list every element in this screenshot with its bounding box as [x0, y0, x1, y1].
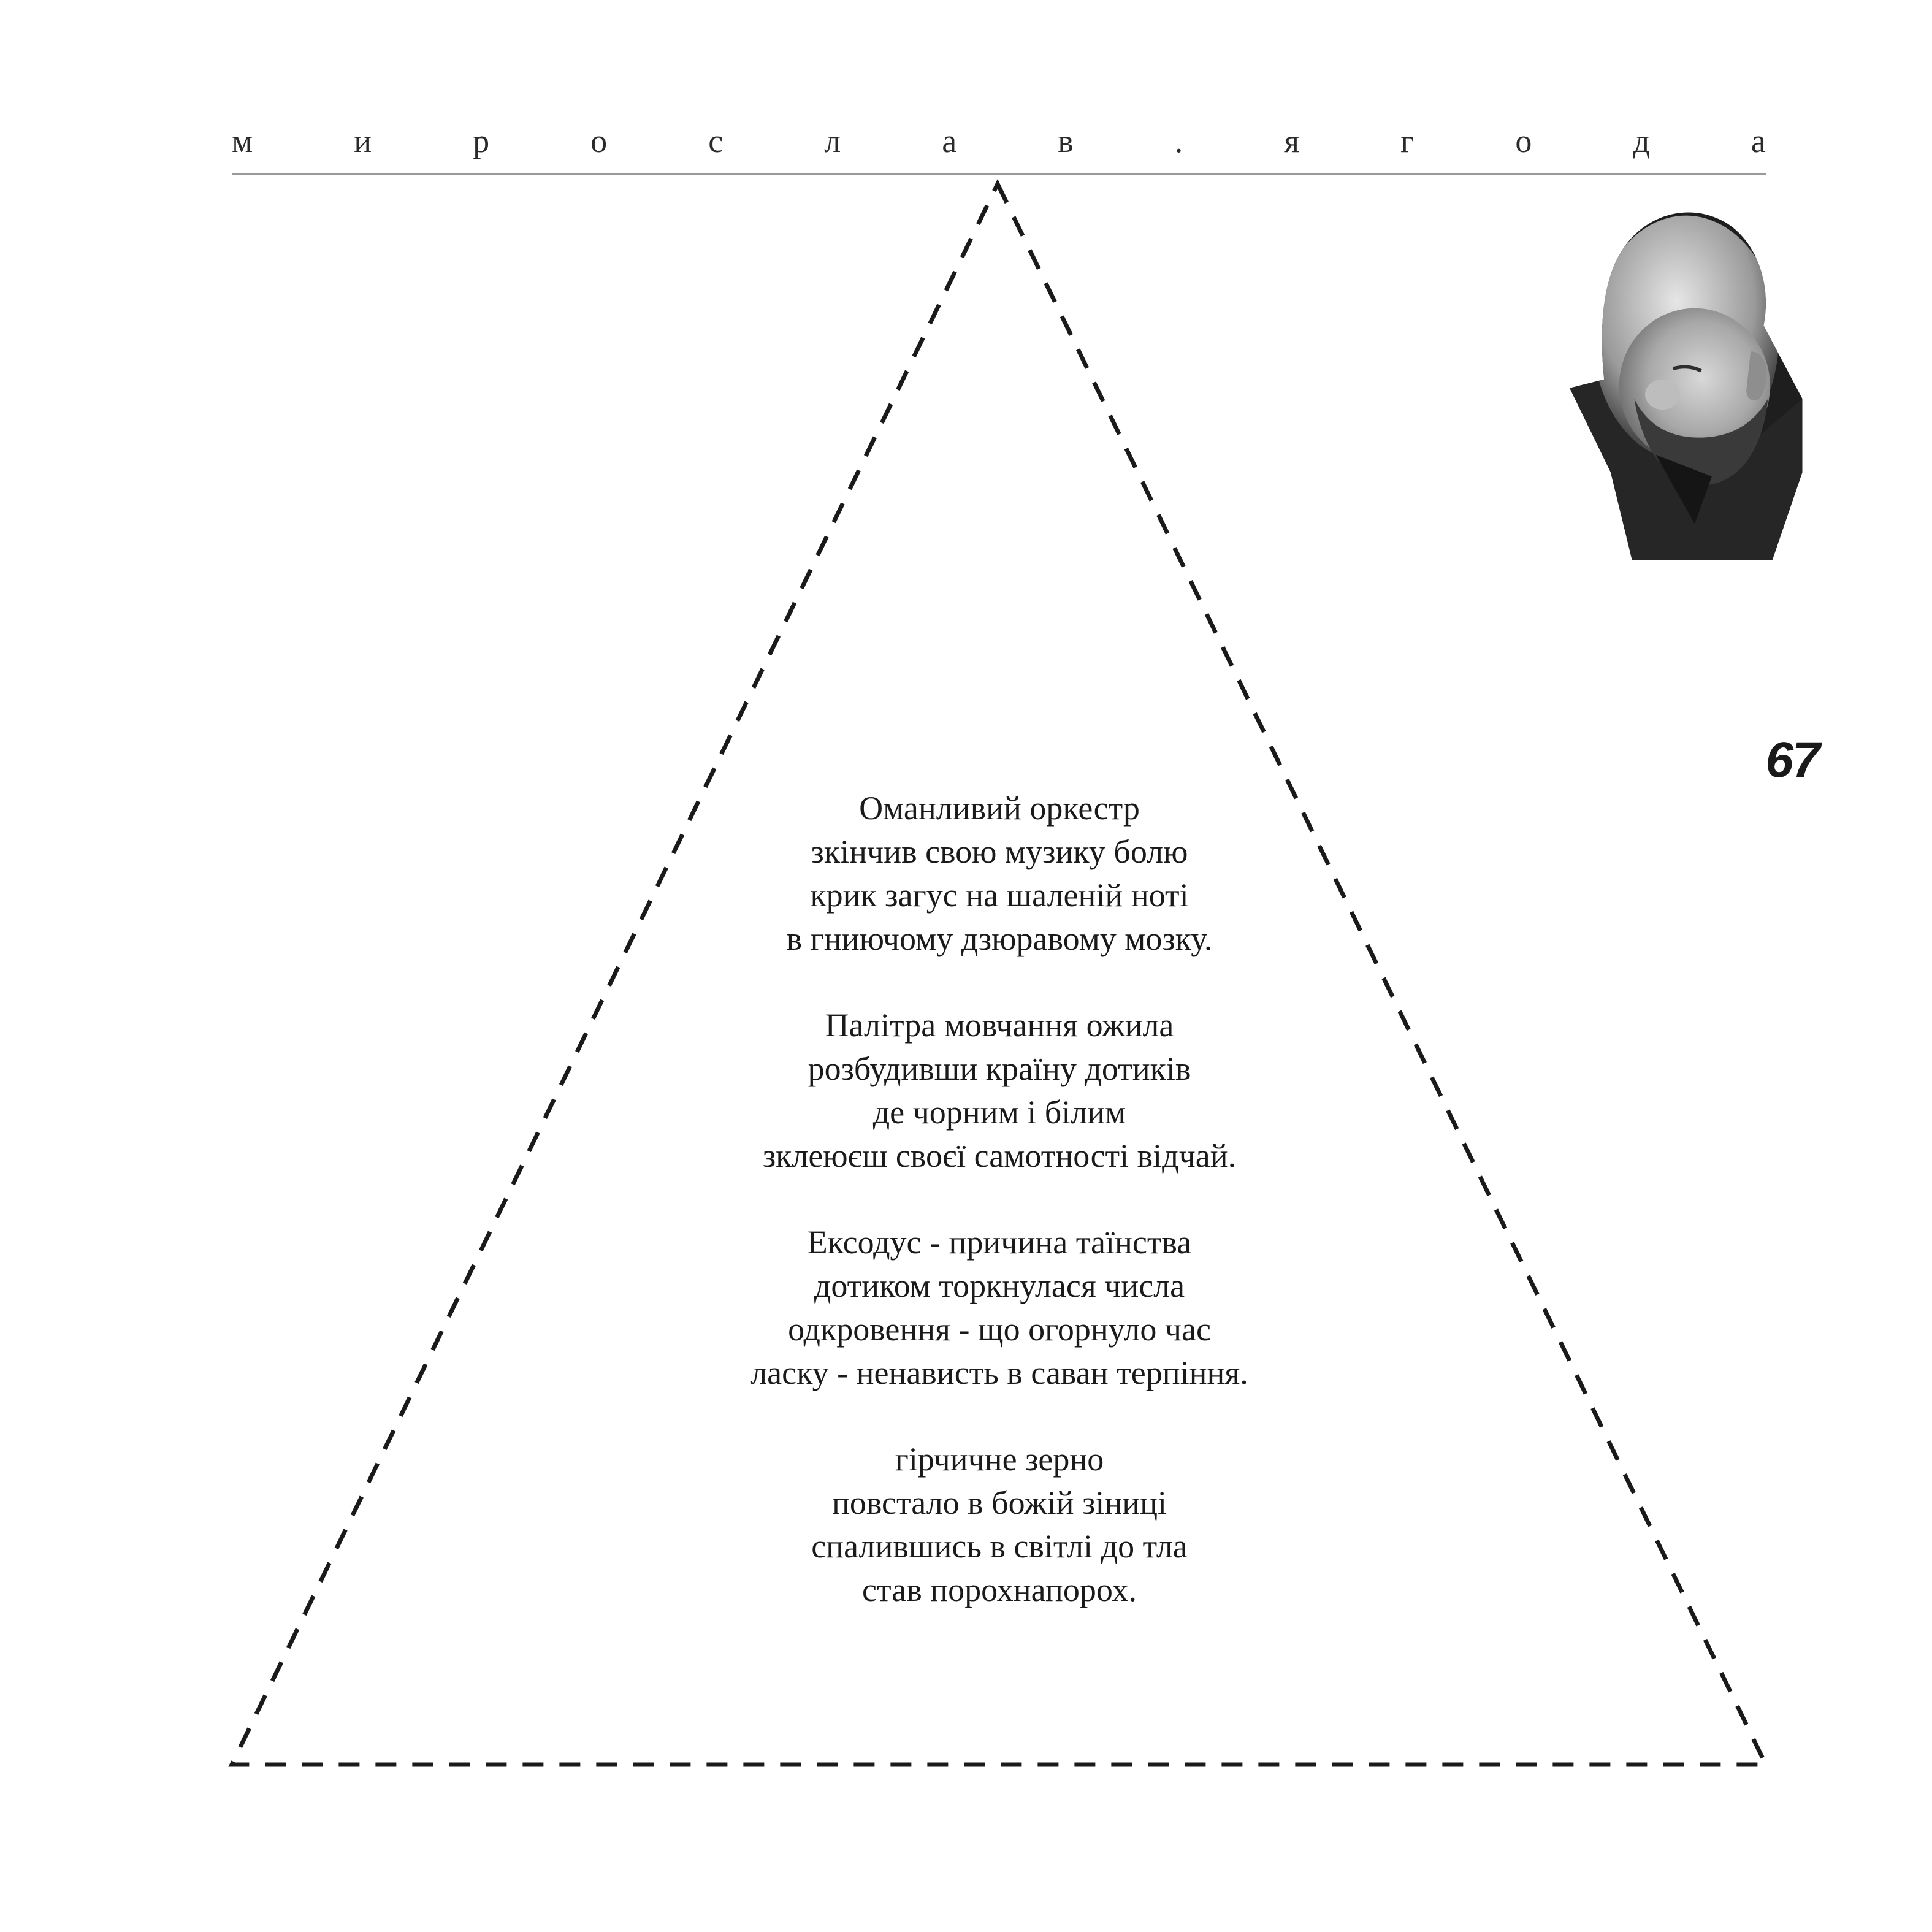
author-photo-portrait	[1570, 196, 1803, 724]
author-name-letter: я	[1284, 123, 1300, 159]
poem-body	[632, 787, 1367, 1612]
author-name-letter: о	[1515, 123, 1532, 159]
poem-line: став порохнапорох.	[862, 1571, 1137, 1608]
author-name-letter: с	[708, 123, 724, 159]
poem-line: одкровення - що огорнуло час	[788, 1311, 1211, 1348]
poem-line: гірчичне зерно	[895, 1441, 1104, 1478]
author-name-letter: г	[1400, 123, 1415, 159]
author-name	[232, 123, 1766, 159]
poem-line: зклеюєш своєї самотності відчай.	[762, 1137, 1237, 1174]
author-name-letter: а	[942, 123, 957, 159]
poem-line: де чорним і білим	[872, 1094, 1126, 1131]
poem-line: в гниючому дзюравому мозку.	[786, 920, 1213, 957]
portrait-nose	[1645, 380, 1679, 410]
poem-line: дотиком торкнулася числа	[814, 1267, 1185, 1304]
poem-line: Палітра мовчання ожила	[825, 1007, 1174, 1044]
poem-line: Оманливий оркестр	[859, 790, 1140, 827]
poem-line: повстало в божій зіниці	[831, 1484, 1167, 1521]
poem-line: розбудивши країну дотиків	[808, 1050, 1191, 1087]
page-number: 67	[1765, 732, 1819, 788]
poem-stanza	[632, 1004, 1367, 1178]
author-name-letter: а	[1751, 123, 1766, 159]
page-header	[232, 123, 1766, 178]
author-name-letter: .	[1174, 123, 1183, 159]
author-name-letter: в	[1058, 123, 1074, 159]
poem-stanza	[632, 1438, 1367, 1612]
poem-line: ласку - ненависть в саван терпіння.	[750, 1354, 1248, 1391]
poem-line: крик загус на шаленій ноті	[810, 877, 1189, 914]
poem-stanza	[632, 787, 1367, 961]
poem-stanza	[632, 1221, 1367, 1395]
poem-line: спалившись в світлі до тла	[811, 1528, 1188, 1565]
author-name-letter: л	[824, 123, 841, 159]
header-divider	[232, 173, 1766, 175]
author-name-letter: м	[232, 123, 253, 159]
author-name-letter: о	[590, 123, 608, 159]
poem-line: Ексодус - причина таїнства	[807, 1224, 1192, 1261]
poem-line: зкінчив свою музику болю	[811, 833, 1188, 870]
author-name-letter: р	[473, 123, 490, 159]
author-name-letter: д	[1633, 123, 1650, 159]
author-name-letter: и	[354, 123, 372, 159]
